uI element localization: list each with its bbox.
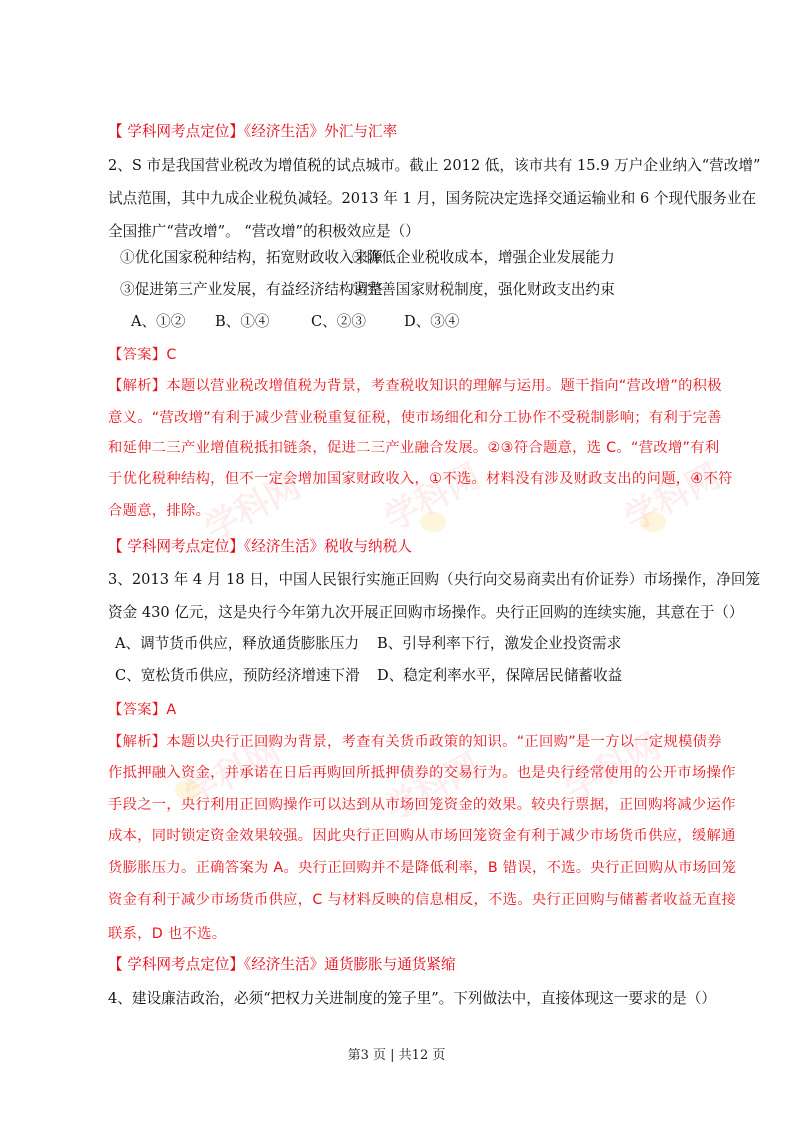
- statement-3: ③促进第三产业发展，有益经济结构调整: [120, 281, 383, 298]
- question-stem-line: 4、建设廉洁政治，必须“把权力关进制度的笼子里”。下列做法中，直接体现这一要求的是（）: [108, 990, 716, 1007]
- analysis-line: 【解析】本题以央行正回购为背景，考查有关货币政策的知识。“正回购”是一方以一定规模债券: [108, 734, 722, 750]
- analysis-line: 和延伸二三产业增值税抵扣链条，促进二三产业融合发展。②③符合题意，选 C。“营改增”有利: [108, 440, 720, 456]
- question-stem-line: 资金 430 亿元，这是央行今年第九次开展正回购市场操作。央行正回购的连续实施，其意在于（）: [108, 604, 744, 621]
- topic-tag: 【 学科网考点定位】《经济生活》税收与纳税人: [108, 538, 412, 555]
- analysis-line: 于优化税种结构，但不一定会增加国家财政收入，①不选。材料没有涉及财政支出的问题，④不符: [108, 471, 733, 487]
- question-stem-line: 2、S 市是我国营业税改为增值税的试点城市。截止 2012 低，该市共有 15.9 万户企业纳入“营改增”: [108, 157, 761, 174]
- statement-4: ④完善国家财税制度，强化财政支出约束: [352, 281, 615, 298]
- choice-b: B、①④: [215, 313, 270, 330]
- analysis-line: 成本，同时锁定资金效果较强。因此央行正回购从市场回笼资金有利于减少市场货币供应，缓解通: [108, 828, 736, 844]
- page-footer: 第3 页 | 共12 页: [347, 1048, 446, 1063]
- analysis-line: 资金有利于减少市场货币供应，C 与材料反映的信息相反，不选。央行正回购与储蓄者收益无直接: [108, 892, 737, 908]
- watermark: 学科网: [378, 455, 488, 540]
- analysis-line: 手段之一，央行利用正回购操作可以达到从市场回笼资金的效果。较央行票据，正回购将减少运作: [108, 797, 736, 813]
- watermark: 学科网: [558, 725, 668, 810]
- watermark: 学科网: [618, 455, 728, 540]
- analysis-line: 联系，D 也不选。: [108, 926, 227, 942]
- question-stem-line: 3、2013 年 4 月 18 日，中国人民银行实施正回购（央行向交易商卖出有价证券）市场操作，净回笼: [108, 571, 761, 588]
- watermark: 学科网: [378, 745, 488, 830]
- analysis-line: 作抵押融入资金，并承诺在日后再购回所抵押债券的交易行为。也是央行经常使用的公开市场操作: [108, 765, 736, 781]
- watermark: 学科网: [178, 730, 288, 815]
- topic-tag: 【 学科网考点定位】《经济生活》通货膨胀与通货紧缩: [108, 956, 456, 973]
- watermark: 学科网: [198, 465, 308, 550]
- question-stem-line: 试点范围，其中九成企业税负减轻。2013 年 1 月，国务院决定选择交通运输业和 6 个现代服务业在: [108, 190, 757, 207]
- answer-label: 【答案】C: [108, 347, 177, 363]
- question-stem-line: 全国推广“营改增”。 “营改增”的积极效应是（）: [108, 223, 420, 240]
- choice-d: D、稳定利率水平，保障居民储蓄收益: [377, 667, 623, 684]
- watermark-logo-icon: [640, 512, 666, 532]
- choice-b: B、引导利率下行，激发企业投资需求: [377, 635, 622, 652]
- choice-a: A、①②: [131, 313, 186, 330]
- topic-tag: 【 学科网考点定位】《经济生活》外汇与汇率: [108, 123, 398, 140]
- statement-2: ②降低企业税收成本，增强企业发展能力: [352, 249, 615, 266]
- analysis-line: 意义。“营改增”有利于减少营业税重复征税，使市场细化和分工协作不受税制影响；有利于完善: [108, 410, 722, 426]
- statement-1: ①优化国家税种结构，拓宽财政收入来源: [120, 249, 383, 266]
- analysis-line: 货膨胀压力。正确答案为 A。央行正回购并不是降低利率，B 错误，不选。央行正回购从市场回笼: [108, 860, 737, 876]
- choice-d: D、③④: [404, 313, 460, 330]
- answer-label: 【答案】A: [108, 702, 177, 718]
- analysis-line: 【解析】本题以营业税改增值税为背景，考查税收知识的理解与运用。题干指向“营改增”的积极: [108, 378, 722, 394]
- choice-a: A、调节货币供应，释放通货膨胀压力: [115, 635, 360, 652]
- choice-c: C、宽松货币供应，预防经济增速下滑: [115, 667, 360, 684]
- choice-c: C、②③: [311, 313, 366, 330]
- watermark-logo-icon: [420, 512, 446, 532]
- analysis-line: 合题意，排除。: [108, 503, 211, 519]
